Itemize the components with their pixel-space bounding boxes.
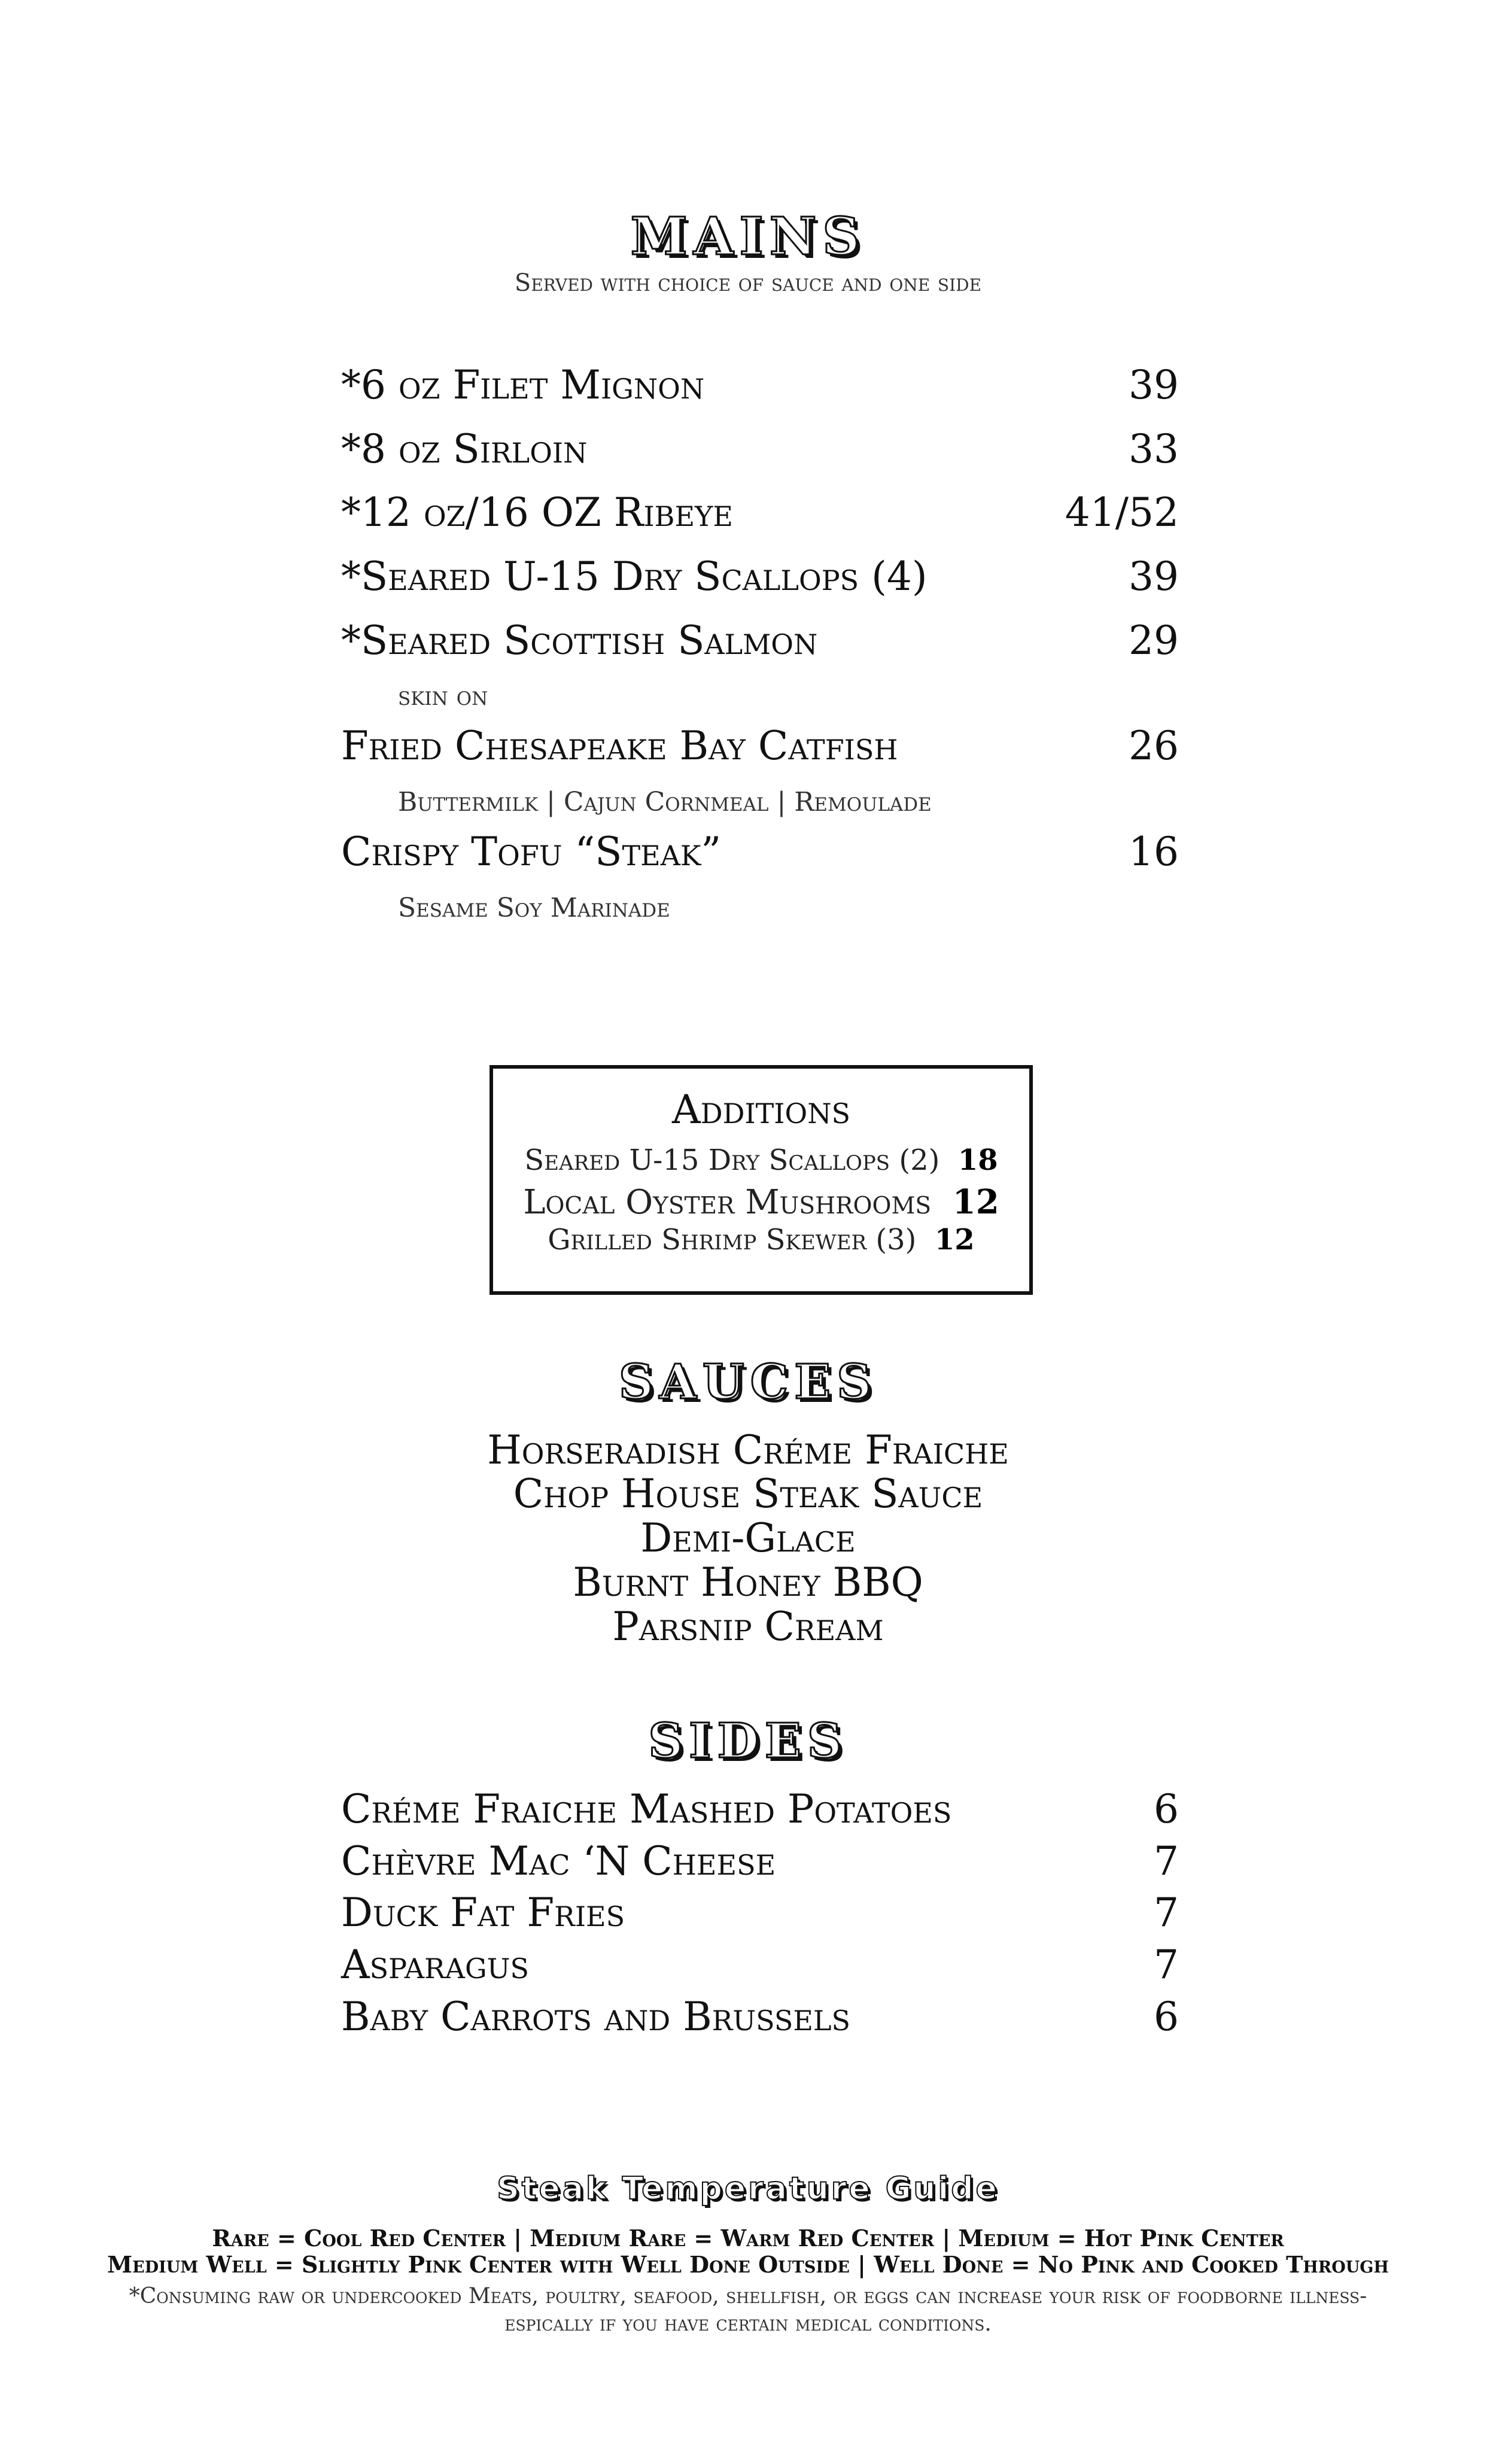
sides-heading: SIDES [648, 1712, 848, 1769]
menu-item-tofu [341, 829, 1179, 889]
side-item [341, 1838, 1179, 1892]
menu-item-sirloin [341, 426, 1179, 486]
item-price: 39 [1129, 553, 1179, 600]
sauce-item: Horseradish Créme Fraiche [487, 1427, 1009, 1473]
item-description: Buttermilk | Cajun Cornmeal | Remoulade [398, 787, 932, 817]
side-price: 7 [1154, 1890, 1179, 1936]
sauce-item: Chop House Steak Sauce [513, 1471, 983, 1517]
item-price: 29 [1129, 617, 1179, 664]
item-price: 26 [1129, 723, 1179, 769]
item-name: Crispy Tofu “Steak” [341, 829, 722, 875]
addition-name: Grilled Shrimp Skewer (3) [548, 1223, 917, 1257]
menu-item-scallops [341, 553, 1179, 613]
addition-name: Local Oyster Mushrooms [523, 1183, 932, 1222]
item-description: skin on [398, 681, 488, 711]
sauces-heading: SAUCES [618, 1353, 878, 1410]
item-name: *12 oz/16 OZ Ribeye [341, 489, 733, 536]
side-item [341, 1942, 1179, 1995]
temperature-line-1: Rare = Cool Red Center | Medium Rare = Warm Red Center | Medium = Hot Pink Center [212, 2225, 1284, 2252]
sauce-item: Demi-Glace [640, 1515, 856, 1561]
addition-item [493, 1182, 1029, 1222]
temperature-line-2: Medium Well = Slightly Pink Center with Well Done Outside | Well Done = No Pink and Cooked Through [107, 2251, 1389, 2278]
item-price: 16 [1129, 829, 1179, 875]
consumption-warning: *Consuming raw or undercooked Meats, poultry, seafood, shellfish, or eggs can increase your risk of foodborne illness-espically if you have certain medical conditions. [129, 2284, 1367, 2336]
side-name: Duck Fat Fries [341, 1890, 625, 1936]
menu-item-filet [341, 362, 1179, 422]
menu-item-catfish [341, 723, 1179, 783]
item-price: 33 [1129, 426, 1179, 472]
item-name: *Seared U-15 Dry Scallops (4) [341, 553, 928, 600]
item-price: 39 [1129, 362, 1179, 408]
side-item [341, 1786, 1179, 1840]
addition-price: 12 [934, 1223, 975, 1257]
addition-item [493, 1143, 1029, 1177]
side-price: 7 [1154, 1838, 1179, 1884]
side-price: 6 [1154, 1994, 1179, 2040]
item-description: Sesame Soy Marinade [398, 893, 670, 923]
additions-box [489, 1065, 1033, 1295]
sauce-item: Burnt Honey BBQ [573, 1559, 923, 1605]
side-name: Créme Fraiche Mashed Potatoes [341, 1786, 952, 1832]
mains-heading: MAINS [630, 206, 866, 267]
addition-price: 18 [957, 1143, 998, 1177]
side-name: Baby Carrots and Brussels [341, 1994, 851, 2040]
side-item [341, 1994, 1179, 2048]
item-name: Fried Chesapeake Bay Catfish [341, 723, 898, 769]
side-price: 7 [1154, 1942, 1179, 1988]
item-name: *6 oz Filet Mignon [341, 362, 705, 408]
side-name: Chèvre Mac ‘N Cheese [341, 1838, 776, 1884]
item-name: *Seared Scottish Salmon [341, 617, 818, 664]
item-price: 41/52 [1065, 489, 1179, 536]
temperature-guide-title: Steak Temperature Guide [497, 2171, 999, 2207]
item-name: *8 oz Sirloin [341, 426, 588, 472]
addition-name: Seared U-15 Dry Scallops (2) [524, 1143, 940, 1177]
side-price: 6 [1154, 1786, 1179, 1832]
additions-title: Additions [672, 1087, 850, 1133]
sauce-item: Parsnip Cream [612, 1604, 884, 1650]
side-name: Asparagus [341, 1942, 530, 1988]
addition-price: 12 [952, 1182, 999, 1222]
menu-item-salmon [341, 617, 1179, 677]
addition-item [493, 1223, 1029, 1257]
side-item [341, 1890, 1179, 1943]
mains-subtitle: Served with choice of sauce and one side [514, 269, 982, 297]
menu-item-ribeye [341, 489, 1179, 549]
